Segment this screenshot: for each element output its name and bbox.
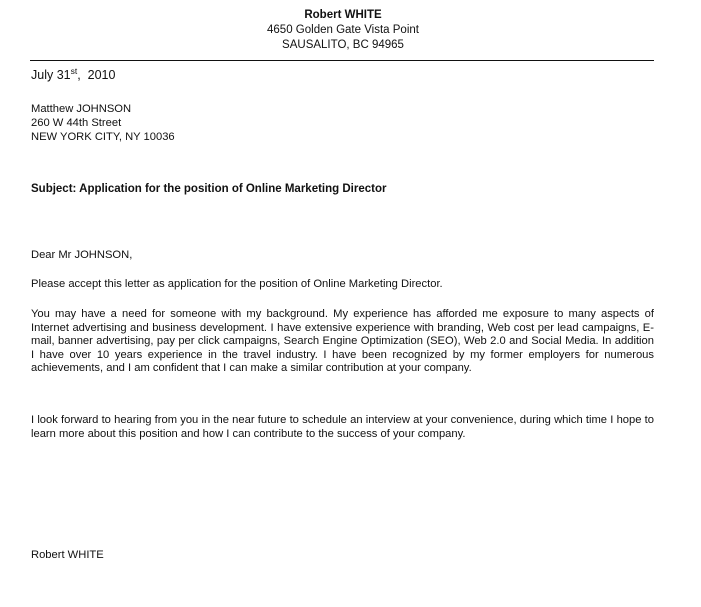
subject-line: Subject: Application for the position of Online Marketing Director bbox=[31, 183, 387, 195]
recipient-address-block bbox=[31, 102, 175, 144]
date-ordinal-suffix: st bbox=[70, 65, 78, 76]
salutation: Dear Mr JOHNSON, bbox=[31, 249, 133, 261]
body-paragraph-intro: Please accept this letter as application for the position of Online Marketing Director. bbox=[31, 278, 443, 290]
recipient-city: NEW YORK CITY, NY 10036 bbox=[31, 131, 175, 143]
letter-date bbox=[31, 66, 115, 84]
signature-name: Robert WHITE bbox=[31, 549, 104, 561]
body-paragraph-closing: I look forward to hearing from you in the near future to schedule an interview at your convenience, during which time I hope to learn more about this position and how I can contribute to the success of your company. bbox=[31, 414, 654, 440]
sender-address-block bbox=[0, 8, 686, 53]
date-year: , 2010 bbox=[77, 68, 116, 82]
body-paragraph-experience: You may have a need for someone with my background. My experience has afforded me exposure to many aspects of Internet advertising and business development. I have extensive experience with branding, Web cost per lead campaigns, E-mail, banner advertising, pay per click campaigns, Search Engine Optimization (SEO), Web 2.0 and Social Media. In addition I have over 10 years experience in the travel industry. I have been recognized by my former employers for numerous achievements, and I am confident that I can make a similar contribution at your company. bbox=[31, 308, 654, 374]
sender-city: SAUSALITO, BC 94965 bbox=[282, 39, 404, 51]
recipient-street: 260 W 44th Street bbox=[31, 117, 122, 129]
date-month-day: July 31 bbox=[31, 68, 71, 82]
sender-name: Robert WHITE bbox=[304, 9, 382, 21]
sender-street: 4650 Golden Gate Vista Point bbox=[267, 24, 419, 36]
header-divider bbox=[30, 60, 654, 61]
recipient-name: Matthew JOHNSON bbox=[31, 103, 132, 115]
